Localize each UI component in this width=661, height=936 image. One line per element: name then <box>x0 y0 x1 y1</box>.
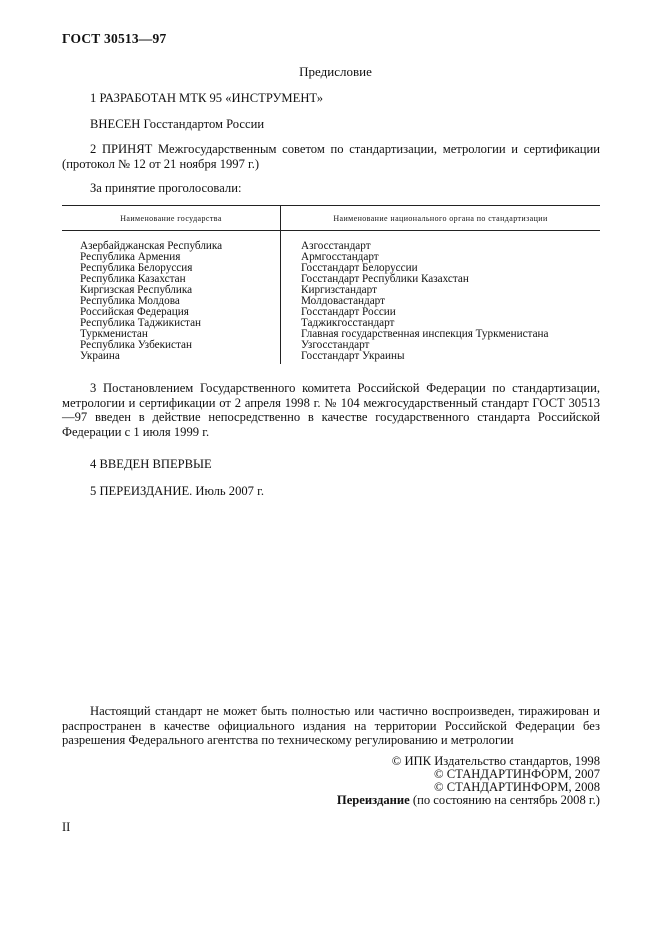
table-row <box>62 351 600 364</box>
state-name: Республика Молдова <box>62 296 281 307</box>
table-header-row <box>62 206 600 231</box>
state-name: Республика Армения <box>62 252 281 263</box>
states-table <box>62 205 600 364</box>
foreword-title: Предисловие <box>299 64 372 79</box>
item-first-intro: 4 ВВЕДЕН ВПЕРВЫЕ <box>90 457 212 471</box>
standards-body-name: Киргизстандарт <box>301 284 377 296</box>
copyright-line: © СТАНДАРТИНФОРМ, 2007 <box>434 767 600 781</box>
page-number: II <box>62 820 71 834</box>
copyright-line: © СТАНДАРТИНФОРМ, 2008 <box>434 780 600 794</box>
standards-body-name: Таджикгосстандарт <box>301 317 395 329</box>
state-name: Республика Таджикистан <box>62 318 281 329</box>
item-voted: За принятие проголосовали: <box>90 181 242 195</box>
reprint-date: (по состоянию на сентябрь 2008 г.) <box>409 793 600 807</box>
standards-body-name: Армгосстандарт <box>301 251 379 263</box>
standards-body-name: Молдовастандарт <box>301 295 386 307</box>
standards-body-name: Госстандарт Украины <box>301 350 405 362</box>
item-reissue: 5 ПЕРЕИЗДАНИЕ. Июль 2007 г. <box>90 484 265 498</box>
state-name: Республика Белоруссия <box>62 263 281 274</box>
standards-body-name: Узгосстандарт <box>301 339 370 351</box>
standards-body-name: Госстандарт России <box>301 306 396 318</box>
item-developed: 1 РАЗРАБОТАН МТК 95 «ИНСТРУМЕНТ» <box>90 91 324 105</box>
table-header-state: Наименование государства <box>62 206 281 231</box>
item-adopted: 2 ПРИНЯТ Межгосударственным советом по стандартизации, метрологии и сертификации (протокол № 12 от 21 ноября 1997 г.) <box>62 142 600 171</box>
standards-body-name: Азгосстандарт <box>301 240 371 252</box>
standard-code: ГОСТ 30513—97 <box>62 31 167 46</box>
states-table-body <box>62 231 600 365</box>
standards-body-name: Госстандарт Республики Казахстан <box>301 273 469 285</box>
state-name: Российская Федерация <box>62 307 281 318</box>
item-introduced: ВНЕСЕН Госстандартом России <box>90 117 265 131</box>
reprint-label: Переиздание <box>336 793 410 807</box>
copyright-line: © ИПК Издательство стандартов, 1998 <box>391 754 600 768</box>
state-name: Украина <box>62 351 281 364</box>
table-header-body: Наименование национального органа по стандартизации <box>281 206 601 231</box>
item-decree: 3 Постановлением Государственного комитета Российской Федерации по стандартизации, метрологии и сертификации от 2 апреля 1998 г. № 104 межгосударственный стандарт ГОСТ 30513—97 введен в действие непосредственно в качестве государственного стандарта Российской Федерации с 1 июля 1999 г. <box>62 381 600 439</box>
state-name: Киргизская Республика <box>62 285 281 296</box>
table-row <box>62 231 600 253</box>
state-name: Республика Казахстан <box>62 274 281 285</box>
state-name: Республика Узбекистан <box>62 340 281 351</box>
reprint-line <box>337 795 600 807</box>
standards-body-name: Госстандарт Белоруссии <box>301 262 418 274</box>
state-name: Туркменистан <box>62 329 281 340</box>
copyright-notice: Настоящий стандарт не может быть полностью или частично воспроизведен, тиражирован и распространен в качестве официального издания на территории Российской Федерации без разрешения Федерального агентства по техническому регулированию и метрологии <box>62 704 600 748</box>
state-name: Азербайджанская Республика <box>62 231 281 253</box>
standards-body-name: Главная государственная инспекция Туркменистана <box>301 328 549 340</box>
